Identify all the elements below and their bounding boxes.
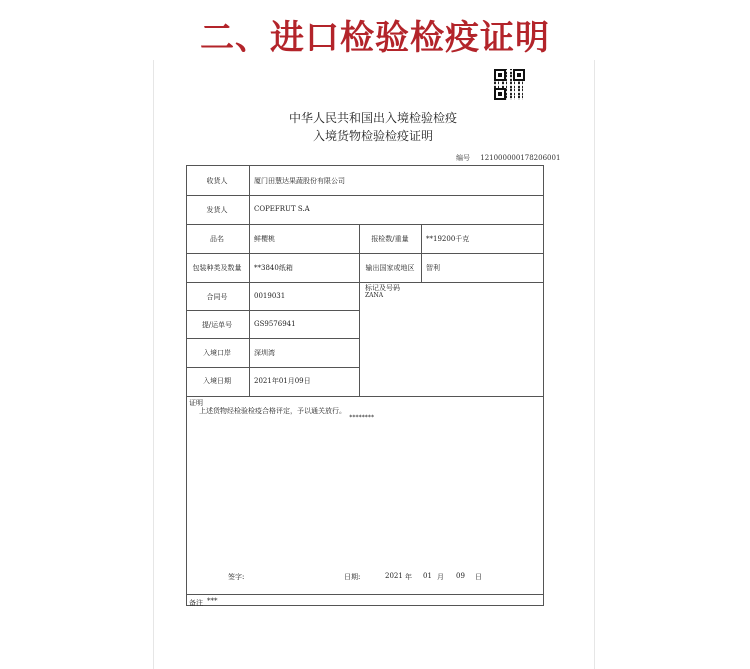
product-label: 品名 <box>210 235 224 243</box>
issue-date-year-unit: 年 <box>405 573 412 581</box>
origin-value: 智利 <box>426 264 440 272</box>
remarks-label: 备注 <box>189 599 203 607</box>
certificate-type-title: 入境货物检验检疫证明 <box>312 129 433 143</box>
bill-value: GS9576941 <box>254 320 296 328</box>
origin-label: 输出国家或地区 <box>365 264 415 272</box>
issue-date-label: 日期: <box>344 573 361 581</box>
serial-label: 编号 <box>456 154 470 162</box>
bill-label: 提/运单号 <box>201 321 233 329</box>
issue-date-month-unit: 月 <box>437 573 444 581</box>
certification-statement: 上述货物经检验检疫合格评定，予以通关放行。 <box>199 407 346 415</box>
product-value: 鲜樱桃 <box>254 235 275 243</box>
certificate-authority-title: 中华人民共和国出入境检验检疫 <box>288 111 457 125</box>
certification-stars: ******** <box>349 414 374 421</box>
consignor-value: COPEFRUT S.A <box>254 205 310 213</box>
certification-label: 证明 <box>189 399 203 407</box>
port-value: 深圳湾 <box>254 349 275 357</box>
consignor-label: 发货人 <box>206 206 228 214</box>
port-label: 入境口岸 <box>203 349 231 357</box>
remarks-value: *** <box>207 597 218 605</box>
entry-date-value: 2021年01月09日 <box>254 377 311 385</box>
issue-date-day-unit: 日 <box>475 573 482 581</box>
qr-code-icon <box>494 69 525 100</box>
issue-date-day: 09 <box>456 572 465 580</box>
contract-label: 合同号 <box>206 293 228 301</box>
entry-date-label: 入境日期 <box>203 377 231 385</box>
package-label: 包装种类及数量 <box>192 264 242 272</box>
marks-label: 标记及号码 <box>365 284 400 292</box>
consignee-value: 厦门田慧达果蔬股份有限公司 <box>254 177 345 185</box>
serial-number <box>456 153 560 163</box>
quantity-weight-value: **19200千克 <box>426 235 470 243</box>
marks-value: ZANA <box>365 292 384 299</box>
quantity-weight-label: 报检数/重量 <box>371 235 409 243</box>
consignee-label: 收货人 <box>206 177 228 185</box>
issue-date-month: 01 <box>423 572 432 580</box>
issue-date-year: 2021 <box>385 572 403 580</box>
serial-value: 121000000178206001 <box>480 154 561 162</box>
package-value: **3840纸箱 <box>254 264 293 272</box>
page-headline: 二、进口检验检疫证明 <box>200 18 550 58</box>
contract-value: 0019031 <box>254 292 286 300</box>
signature-label: 签字: <box>228 573 245 581</box>
